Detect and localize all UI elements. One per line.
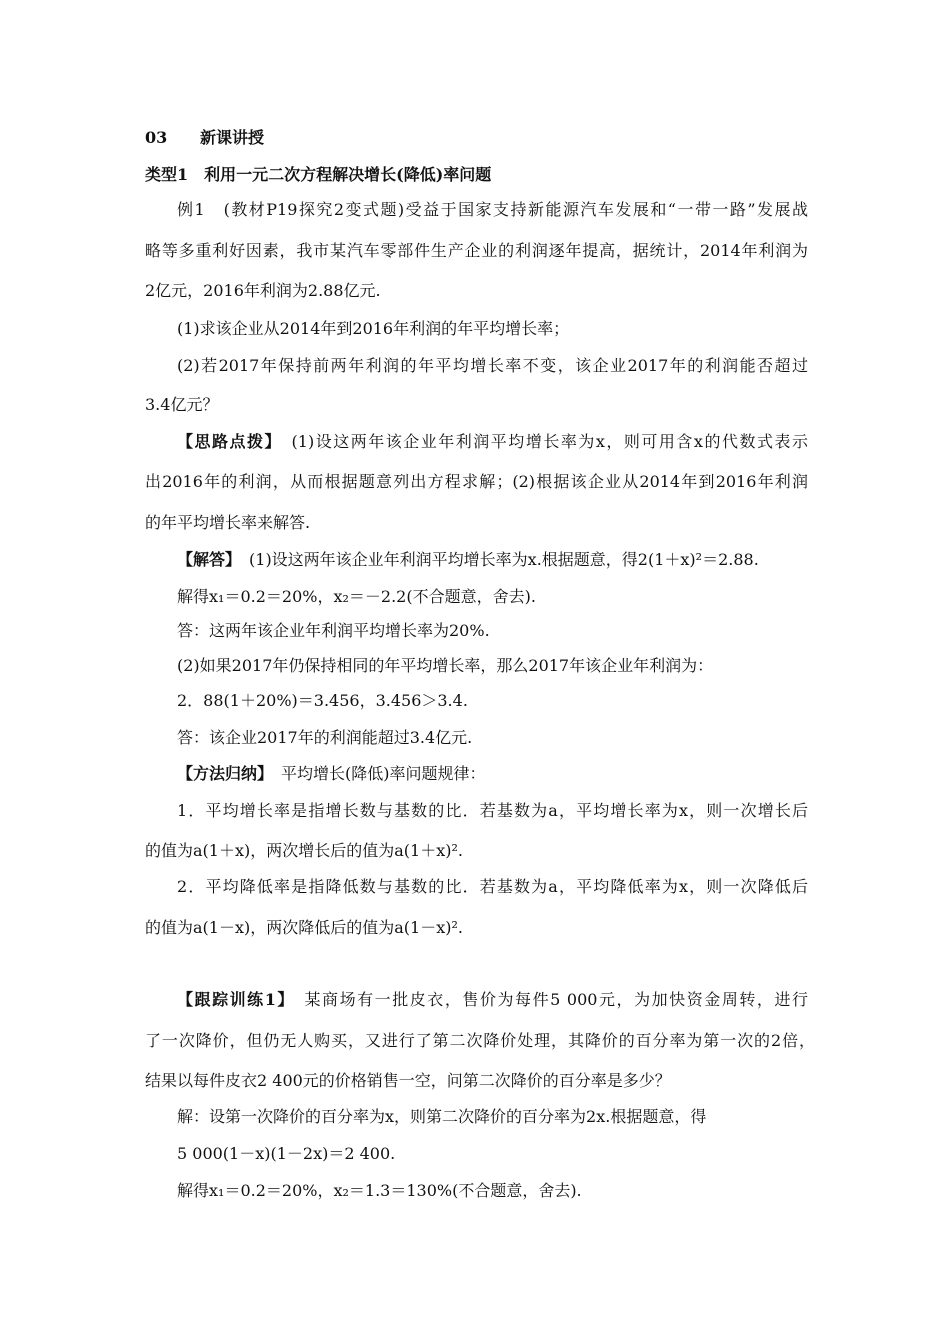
hint-line: 的年平均增长率来解答. [145,513,311,532]
hint-text: (1)设这两年该企业年利润平均增长率为x，则可用含x的代数式表示 [274,432,808,451]
hint-label: 【思路点拨】 [177,432,275,451]
answer-line: 答：这两年该企业年利润平均增长率为20%. [177,621,490,640]
method-line: 的值为a(1＋x)，两次增长后的值为a(1＋x)². [145,841,463,860]
answer-line: 2．88(1＋20%)＝3.456，3.456＞3.4. [177,691,468,710]
practice-line: 解：设第一次降价的百分率为x，则第二次降价的百分率为2x.根据题意，得 [177,1107,707,1126]
example1-question: (1)求该企业从2014年到2016年利润的年平均增长率； [177,319,570,338]
practice-line: 了一次降价，但仍无人购买，又进行了第二次降价处理，其降价的百分率为第一次的2倍， [145,1031,815,1050]
method-line: 1．平均增长率是指增长数与基数的比．若基数为a，平均增长率为x，则一次增长后 [177,801,808,820]
method-intro: 平均增长(降低)率问题规律： [265,764,486,783]
answer-line: 答：该企业2017年的利润能超过3.4亿元. [177,728,473,747]
method-line [177,763,486,785]
method-line: 2．平均降低率是指降低数与基数的比．若基数为a，平均降低率为x，则一次降低后 [177,877,808,896]
hint-line: 出2016年的利润，从而根据题意列出方程求解；(2)根据该企业从2014年到2016年利润 [145,472,808,491]
example1-line: 3.4亿元？ [145,395,219,414]
example1-line: 例1 (教材P19探究2变式题)受益于国家支持新能源汽车发展和“一带一路”发展战 [177,200,808,219]
method-line: 的值为a(1－x)，两次降低后的值为a(1－x)². [145,918,463,937]
example1-line: 略等多重利好因素，我市某汽车零部件生产企业的利润逐年提高，据统计，2014年利润为 [145,241,808,260]
answer-line: 解得x₁＝0.2＝20%，x₂＝－2.2(不合题意，舍去). [177,587,536,606]
practice-line: 解得x₁＝0.2＝20%，x₂＝1.3＝130%(不合题意，舍去). [177,1181,582,1200]
example1-question: (2)若2017年保持前两年利润的年平均增长率不变，该企业2017年的利润能否超过 [177,356,808,375]
answer-line: (2)如果2017年仍保持相同的年平均增长率，那么2017年该企业年利润为： [177,656,714,675]
practice-text: 某商场有一批皮衣，售价为每件5 000元，为加快资金周转，进行 [286,990,808,1009]
example1-line: 2亿元，2016年利润为2.88亿元. [145,281,381,300]
practice-line [177,989,808,1011]
section-title: 新课讲授 [200,128,265,147]
practice-line: 结果以每件皮衣2 400元的价格销售一空，问第二次降价的百分率是多少？ [145,1071,671,1090]
section-heading [145,127,264,149]
answer-text: (1)设这两年该企业年利润平均增长率为x.根据题意，得2(1＋x)²＝2.88. [233,550,759,569]
hint-line [177,431,808,453]
practice-line: 5 000(1－x)(1－2x)＝2 400. [177,1144,396,1163]
section-number: 03 [145,128,168,147]
type1-heading: 类型1 利用一元二次方程解决增长(降低)率问题 [145,165,492,184]
answer-line [177,549,759,571]
answer-label: 【解答】 [177,550,234,569]
method-label: 【方法归纳】 [177,764,266,783]
practice-label: 【跟踪训练1】 [177,990,287,1009]
